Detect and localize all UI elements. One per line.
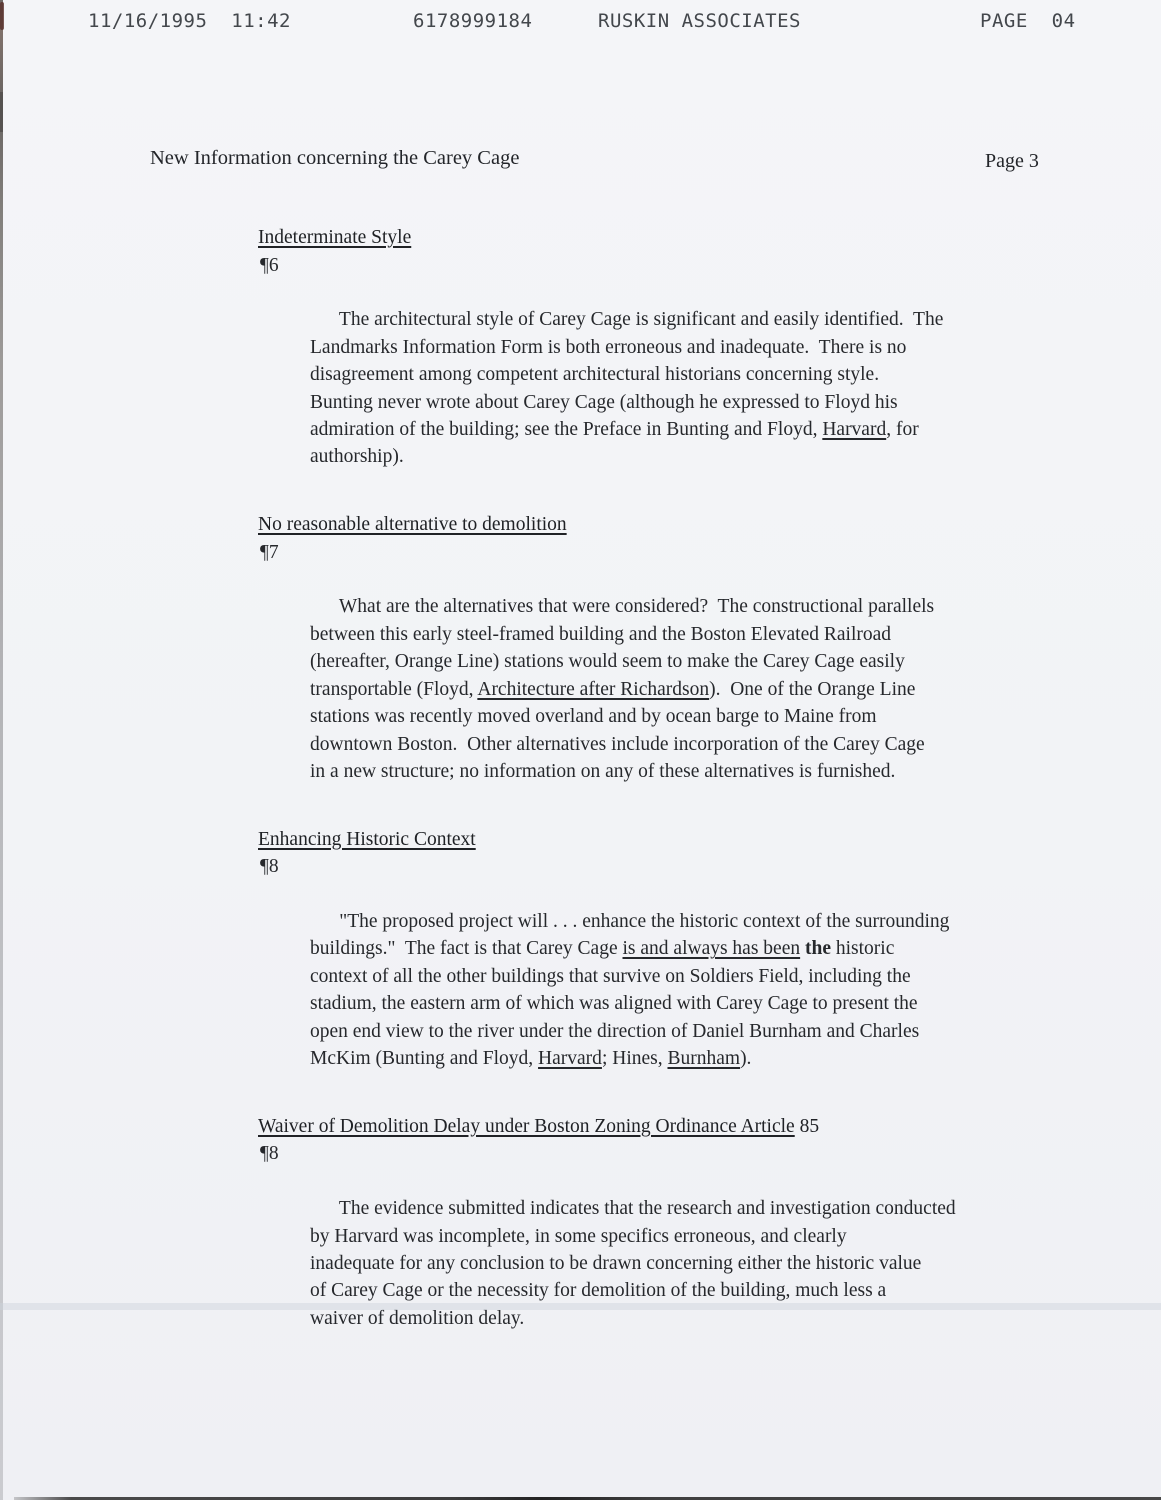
scan-ink-blot (0, 2, 4, 30)
text-segment: the (805, 938, 831, 960)
text-segment: Architecture after Richardson (477, 678, 710, 700)
text-segment: between this early steel-framed building and the Boston Elevated Railroad (310, 623, 892, 645)
scan-left-edge-artifact (0, 0, 3, 1500)
text-segment: The evidence submitted indicates that the research and investigation conducted (338, 1198, 956, 1220)
section-indeterminate-style (258, 224, 1068, 498)
text-segment: in a new structure; no information on any of these alternatives is furnished. (310, 760, 896, 782)
text-segment: of Carey Cage or the necessity for demolition of the building, much less a (310, 1280, 887, 1302)
text-segment: "The proposed project will . . . enhance the historic context of the surrounding (339, 911, 950, 933)
section-heading (258, 1113, 1068, 1141)
text-segment: ). (740, 1048, 752, 1070)
text-segment: disagreement among competent architectural historians concerning style. (310, 364, 880, 386)
text-segment: Waiver of Demolition Delay under Boston Zoning Ordinance Article (258, 1115, 795, 1137)
fax-number: 6178999184 (413, 10, 533, 32)
paragraph-marker: ¶8 (260, 856, 279, 878)
text-segment: , for (886, 418, 919, 440)
text-segment: The architectural style of Carey Cage is significant and easily identified. The (338, 309, 944, 331)
section-heading (258, 511, 1068, 539)
text-segment: (hereafter, Orange Line) stations would seem to make the Carey Cage easily (310, 651, 905, 673)
paragraph-marker: ¶8 (260, 1143, 279, 1165)
paragraph (258, 1140, 1068, 1359)
text-segment: waiver of demolition delay. (310, 1307, 525, 1329)
text-segment: No reasonable alternative to demolition (258, 514, 567, 536)
text-segment: Landmarks Information Form is both erroneous and inadequate. There is no (310, 336, 907, 358)
text-segment: is and always has been (622, 938, 801, 960)
text-segment: Bunting never wrote about Carey Cage (although he expressed to Floyd his (310, 391, 898, 413)
scan-band-artifact (0, 1303, 1161, 1310)
text-segment: by Harvard was incomplete, in some specifics erroneous, and clearly (310, 1225, 847, 1247)
text-segment: authorship). (310, 446, 404, 468)
text-segment: inadequate for any conclusion to be drawn concerning either the historic value (310, 1253, 922, 1274)
text-segment: context of all the other buildings that survive on Soldiers Field, including the (310, 965, 911, 987)
text-segment: Enhancing Historic Context (258, 828, 476, 850)
text-segment: What are the alternatives that were considered? The constructional parallels (338, 596, 935, 618)
paragraph-text (310, 911, 949, 1069)
section-no-reasonable-alternative (258, 511, 1068, 813)
text-segment: stations was recently moved overland and by ocean barge to Maine from (310, 706, 877, 728)
text-segment: Indeterminate Style (258, 227, 412, 248)
text-segment: Harvard (538, 1048, 602, 1070)
scan-ink-blot (0, 92, 3, 132)
section-heading (258, 224, 1068, 252)
fax-datetime: 11/16/1995 11:42 (88, 10, 291, 32)
text-segment: stadium, the eastern arm of which was aligned with Carey Cage to present the (310, 993, 918, 1015)
section-heading (258, 826, 1068, 854)
document-body (258, 224, 1068, 1373)
paragraph (258, 539, 1068, 813)
text-segment: admiration of the building; see the Preface in Bunting and Floyd, (310, 418, 823, 440)
paragraph-marker: ¶7 (260, 541, 279, 563)
page-number: Page 3 (985, 150, 1039, 172)
paragraph-text (310, 309, 943, 467)
text-segment: historic (831, 938, 895, 960)
paragraph-marker: ¶6 (260, 254, 279, 276)
document-title: New Information concerning the Carey Cage (150, 147, 520, 169)
text-segment: ; Hines, (601, 1048, 668, 1070)
text-segment: open end view to the river under the direction of Daniel Burnham and Charles (310, 1020, 920, 1042)
text-segment: McKim (Bunting and Floyd, (310, 1048, 539, 1070)
section-enhancing-historic-context (258, 826, 1068, 1100)
paragraph (258, 252, 1068, 499)
paragraph-text (310, 596, 934, 781)
section-waiver-of-demolition-delay (258, 1113, 1068, 1360)
text-segment: buildings." The fact is that Carey Cage (310, 938, 623, 960)
fax-page-label: PAGE 04 (980, 10, 1076, 32)
text-segment: Burnham (667, 1048, 741, 1070)
text-segment: 85 (794, 1115, 820, 1137)
fax-sender: RUSKIN ASSOCIATES (598, 10, 801, 32)
text-segment: Harvard (822, 418, 887, 440)
text-segment: ). One of the Orange Line (709, 678, 916, 700)
text-segment: downtown Boston. Other alternatives include incorporation of the Carey Cage (310, 733, 925, 755)
paragraph (258, 853, 1068, 1100)
text-segment: transportable (Floyd, (310, 678, 478, 700)
